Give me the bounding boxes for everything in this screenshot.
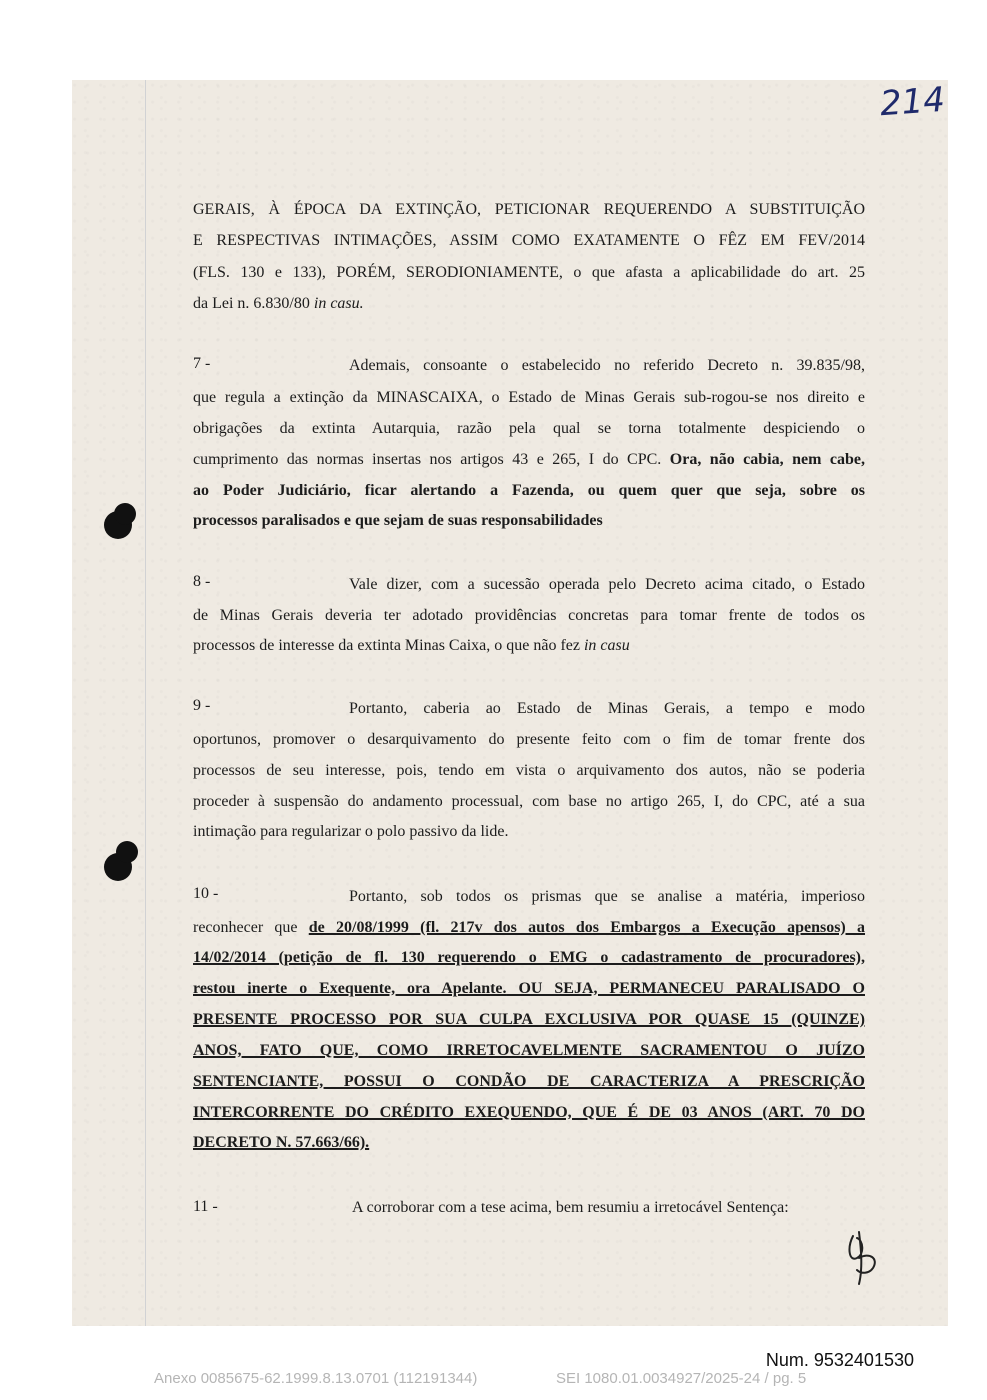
- p6-line-4-text: da Lei n. 6.830/80: [193, 295, 314, 312]
- p10-line-6: ANOS, FATO QUE, COMO IRRETOCAVELMENTE SACRAMENTOU O JUÍZO: [193, 1042, 865, 1059]
- p10-line-1: Portanto, sob todos os prismas que se analise a matéria, imperioso: [349, 888, 865, 905]
- p10-line-2-text: reconhecer que: [193, 919, 309, 936]
- p8-number: 8 -: [193, 573, 211, 590]
- p9-number: 9 -: [193, 697, 211, 714]
- p8-line-3-italic: in casu: [583, 637, 630, 654]
- p7-line-2: que regula a extinção da MINASCAIXA, o Estado de Minas Gerais sub-rogou-se nos direito e: [193, 389, 865, 406]
- p7-line-4-bold: Ora, não cabia, nem cabe,: [669, 451, 866, 468]
- p6-line-4-italic: in casu.: [313, 295, 364, 312]
- p11-number: 11 -: [193, 1198, 218, 1215]
- p7-line-3: obrigações da extinta Autarquia, razão pela qual se torna totalmente despiciendo o: [193, 420, 865, 437]
- p10-line-2: [193, 918, 865, 938]
- handwritten-initials: [845, 1228, 885, 1288]
- p6-line-4: [193, 294, 865, 314]
- p8-line-3: [193, 636, 865, 656]
- p7-number: 7 -: [193, 355, 211, 372]
- p8-line-3-text: processos de interesse da extinta Minas Caixa, o que não fez: [193, 637, 584, 654]
- p7-line-4-text: cumprimento das normas insertas nos artigos 43 e 265, I do CPC.: [193, 451, 670, 468]
- p10-line-2-underlined: de 20/08/1999 (fl. 217v dos autos dos Embargos a Execução apensos) a: [308, 919, 865, 936]
- p10-line-9: DECRETO N. 57.663/66).: [193, 1134, 370, 1151]
- punch-hole-bottom-b: [116, 841, 138, 863]
- p9-line-4: proceder à suspensão do andamento processual, com base no artigo 265, I, do CPC, até a sua: [193, 793, 865, 810]
- margin-line: [145, 80, 146, 1326]
- document-number: Num. 9532401530: [765, 1350, 914, 1370]
- p7-line-6: processos paralisados e que sejam de suas responsabilidades: [193, 512, 603, 529]
- p6-line-2: E RESPECTIVAS INTIMAÇÕES, ASSIM COMO EXATAMENTE O FÊZ EM FEV/2014: [193, 232, 865, 249]
- p9-line-5: intimação para regularizar o polo passivo da lide.: [193, 823, 509, 840]
- footer-sei-reference: SEI 1080.01.0034927/2025-24 / pg. 5: [556, 1370, 807, 1387]
- p10-line-5: PRESENTE PROCESSO POR SUA CULPA EXCLUSIVA POR QUASE 15 (QUINZE): [193, 1011, 865, 1028]
- p9-line-1: Portanto, caberia ao Estado de Minas Gerais, a tempo e modo: [349, 700, 865, 717]
- p11-line-1: A corroborar com a tese acima, bem resumiu a irretocável Sentença:: [352, 1199, 789, 1216]
- p7-line-1: Ademais, consoante o estabelecido no referido Decreto n. 39.835/98,: [349, 357, 865, 374]
- p10-line-7: SENTENCIANTE, POSSUI O CONDÃO DE CARACTERIZA A PRESCRIÇÃO: [193, 1073, 865, 1090]
- p9-line-3: processos de seu interesse, pois, tendo em vista o arquivamento dos autos, não se poderia: [193, 762, 865, 779]
- p10-number: 10 -: [193, 885, 219, 902]
- p7-line-5: ao Poder Judiciário, ficar alertando a Fazenda, ou quem quer que seja, sobre os: [193, 482, 865, 499]
- p10-line-3: 14/02/2014 (petição de fl. 130 requerendo o EMG o cadastramento de procuradores),: [193, 949, 865, 966]
- p10-line-8: INTERCORRENTE DO CRÉDITO EXEQUENDO, QUE É DE 03 ANOS (ART. 70 DO: [193, 1104, 865, 1121]
- footer-annex-reference: Anexo 0085675-62.1999.8.13.0701 (112191344): [154, 1370, 478, 1387]
- folio-number: 214: [878, 79, 947, 125]
- p7-line-4: [193, 450, 865, 470]
- p6-line-1: GERAIS, À ÉPOCA DA EXTINÇÃO, PETICIONAR REQUERENDO A SUBSTITUIÇÃO: [193, 201, 865, 218]
- p8-line-2: de Minas Gerais deveria ter adotado providências concretas para tomar frente de todos os: [193, 607, 865, 624]
- p6-line-3: (FLS. 130 e 133), PORÉM, SERODIONIAMENTE, o que afasta a aplicabilidade do art. 25: [193, 264, 865, 281]
- p8-line-1: Vale dizer, com a sucessão operada pelo Decreto acima citado, o Estado: [349, 576, 865, 593]
- punch-hole-top-b: [114, 503, 136, 525]
- p9-line-2: oportunos, promover o desarquivamento do presente feito com o fim de tomar frente dos: [193, 731, 865, 748]
- p10-line-4b: OU SEJA, PERMANECEU PARALISADO O: [506, 980, 865, 997]
- p10-line-4a: restou inerte o Exequente, ora Apelante.: [193, 980, 507, 997]
